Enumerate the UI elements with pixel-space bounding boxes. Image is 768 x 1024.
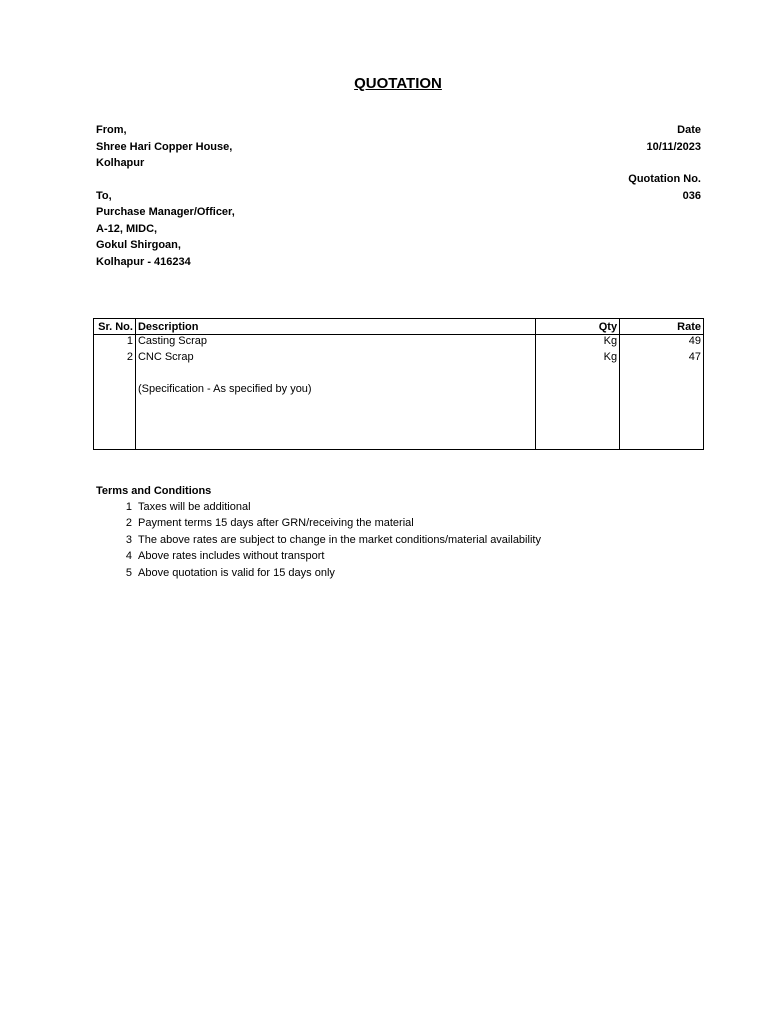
header-description: Description: [135, 319, 535, 335]
term-number: 1: [125, 501, 132, 513]
term-number: 4: [125, 550, 132, 562]
table-header-row: [94, 319, 704, 335]
from-label: From,: [96, 124, 127, 136]
terms-heading: Terms and Conditions: [96, 485, 212, 497]
term-number: 3: [125, 534, 132, 546]
list-item: [0, 567, 700, 583]
header-rate: Rate: [620, 319, 704, 335]
to-label: To,: [96, 190, 112, 202]
recipient-line: Purchase Manager/Officer,: [96, 206, 235, 218]
term-text: Above quotation is valid for 15 days only: [138, 567, 335, 579]
table-row: [94, 367, 704, 383]
table-row: [94, 383, 704, 399]
quotation-number-value: 036: [682, 190, 701, 202]
document-title: QUOTATION: [354, 75, 442, 92]
cell-sr-no: 1: [94, 335, 136, 352]
date-value: 10/11/2023: [646, 141, 701, 153]
header-sr-no: Sr. No.: [94, 319, 136, 335]
cell-qty: Kg: [536, 335, 620, 352]
term-number: 2: [125, 517, 132, 529]
list-item: [0, 501, 700, 517]
cell-description: CNC Scrap: [135, 351, 535, 367]
recipient-line: Kolhapur - 416234: [96, 256, 191, 268]
header-qty: Qty: [536, 319, 620, 335]
term-text: Above rates includes without transport: [138, 550, 325, 562]
cell-qty: Kg: [536, 351, 620, 367]
cell-sr-no: 2: [94, 351, 136, 367]
cell-rate: 49: [620, 335, 704, 352]
table-filler-row: [94, 399, 704, 450]
quotation-number-label: Quotation No.: [628, 173, 701, 185]
list-item: [0, 550, 700, 566]
table-row: [94, 351, 704, 367]
sender-name: Shree Hari Copper House,: [96, 141, 233, 153]
list-item: [0, 534, 700, 550]
table-row: [94, 335, 704, 352]
term-number: 5: [125, 567, 132, 579]
cell-rate: 47: [620, 351, 704, 367]
items-table: [93, 318, 704, 450]
term-text: Taxes will be additional: [138, 501, 251, 513]
sender-city: Kolhapur: [96, 157, 145, 169]
specification-note: (Specification - As specified by you): [135, 383, 535, 399]
recipient-line: A-12, MIDC,: [96, 223, 158, 235]
list-item: [0, 517, 700, 533]
recipient-line: Gokul Shirgoan,: [96, 239, 181, 251]
term-text: Payment terms 15 days after GRN/receiving the material: [138, 517, 414, 529]
term-text: The above rates are subject to change in the market conditions/material availability: [138, 534, 541, 546]
date-label: Date: [677, 124, 701, 136]
cell-description: Casting Scrap: [135, 335, 535, 352]
